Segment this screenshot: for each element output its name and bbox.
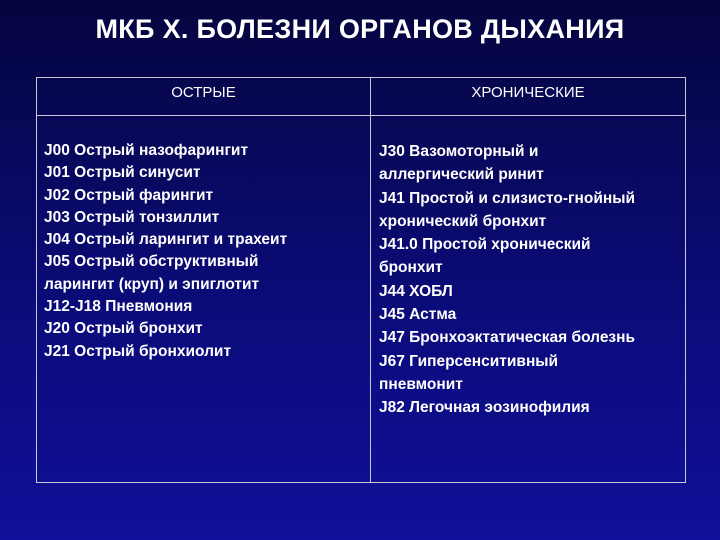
chronic-line: пневмонит <box>379 375 463 393</box>
header-acute: ОСТРЫЕ <box>171 84 236 101</box>
chronic-line: J44 ХОБЛ <box>379 282 453 300</box>
acute-line: J03 Острый тонзиллит <box>44 208 220 226</box>
acute-column <box>44 140 364 363</box>
acute-line: ларингит (круп) и эпиглотит <box>44 275 260 293</box>
chronic-column <box>379 140 683 420</box>
acute-line: J01 Острый синусит <box>44 164 201 182</box>
chronic-line: J67 Гиперсенситивный <box>379 352 559 370</box>
chronic-line: хронический бронхит <box>379 212 547 230</box>
chronic-line: J45 Астма <box>379 306 457 324</box>
disease-table <box>36 77 686 483</box>
slide-title: МКБ Х. БОЛЕЗНИ ОРГАНОВ ДЫХАНИЯ <box>95 14 625 44</box>
chronic-line: J30 Вазомоторный и <box>379 143 539 160</box>
header-chronic: ХРОНИЧЕСКИЕ <box>471 84 585 101</box>
column-divider <box>370 78 371 482</box>
chronic-line: бронхит <box>379 259 443 277</box>
chronic-line: J47 Бронхоэктатическая болезнь <box>379 329 636 347</box>
chronic-line: J41 Простой и слизисто-гнойный <box>379 189 635 207</box>
acute-line: J02 Острый фарингит <box>44 186 214 204</box>
acute-line: J00 Острый назофарингит <box>44 142 249 159</box>
acute-line: J04 Острый ларингит и трахеит <box>44 231 288 249</box>
acute-line: J12-J18 Пневмония <box>44 298 193 316</box>
chronic-line: аллергический ринит <box>379 166 544 184</box>
acute-line: J20 Острый бронхит <box>44 320 203 338</box>
acute-line: J21 Острый бронхиолит <box>44 342 232 360</box>
acute-line: J05 Острый обструктивный <box>44 253 259 271</box>
chronic-line: J41.0 Простой хронический <box>379 236 591 254</box>
chronic-line: J82 Легочная эозинофилия <box>379 399 590 417</box>
